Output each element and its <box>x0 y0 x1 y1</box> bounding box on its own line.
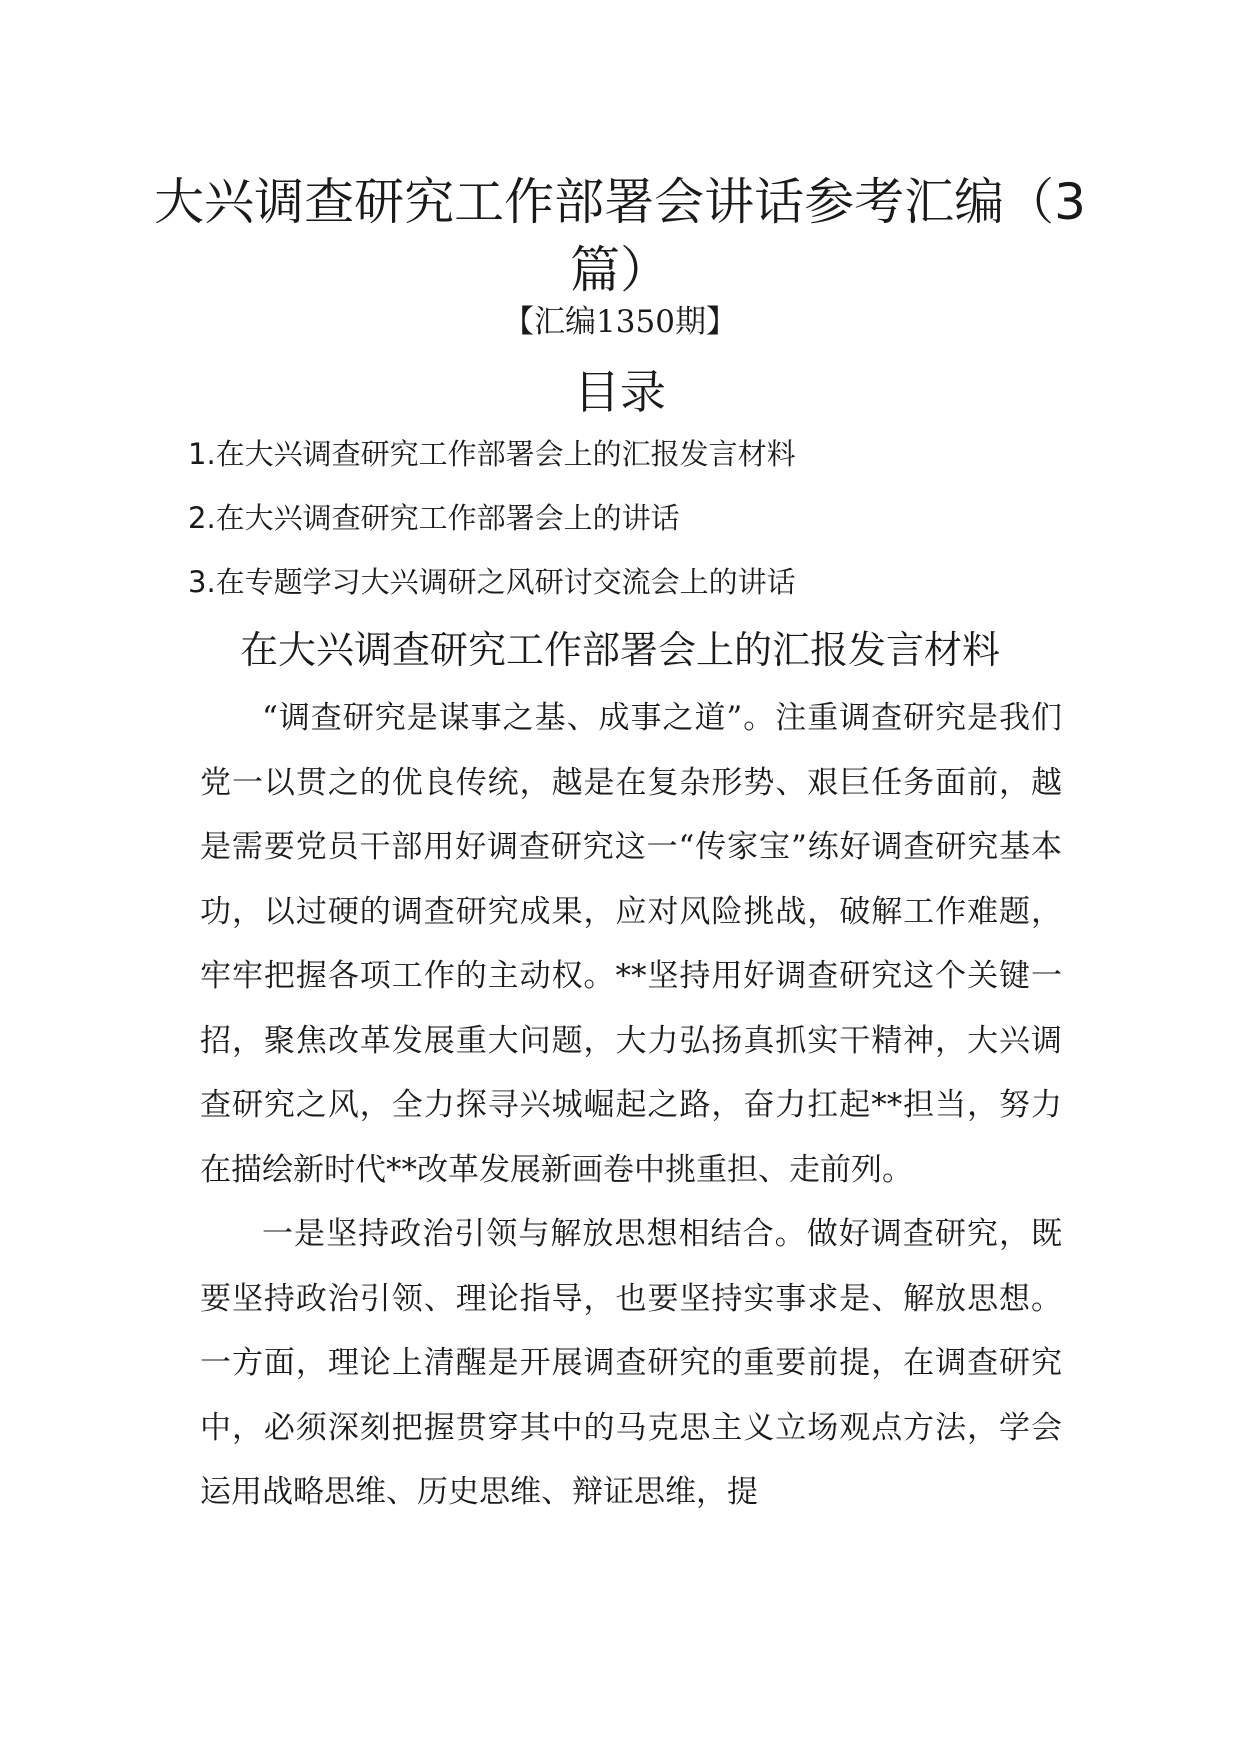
toc-item-3: 3.在专题学习大兴调研之风研讨交流会上的讲话 <box>188 565 796 599</box>
issue-label: 【汇编1350期】 <box>503 304 737 340</box>
table-of-contents <box>188 432 1088 624</box>
document-title: 大兴调查研究工作部署会讲话参考汇编（3篇） <box>154 173 1086 299</box>
paragraph-2: 一是坚持政治引领与解放思想相结合。做好调查研究，既要坚持政治引领、理论指导，也要坚持实事求是、解放思想。一方面，理论上清醒是开展调查研究的重要前提，在调查研究中，必须深刻把握贯穿其中的马克思主义立场观点方法，学会运用战略思维、历史思维、辩证思维，提 <box>200 1216 1062 1510</box>
paragraph-1: “调查研究是谋事之基、成事之道”。注重调查研究是我们党一以贯之的优良传统，越是在复杂形势、艰巨任务面前，越是需要党员干部用好调查研究这一“传家宝”练好调查研究基本功，以过硬的调查研究成果，应对风险挑战，破解工作难题，牢牢把握各项工作的主动权。**坚持用好调查研究这个关键一招，聚焦改革发展重大问题，大力弘扬真抓实干精神，大兴调查研究之风，全力探寻兴城崛起之路，奋力扛起**担当，努力在描绘新时代**改革发展新画卷中挑重担、走前列。 <box>200 700 1062 1188</box>
section-heading: 在大兴调查研究工作部署会上的汇报发言材料 <box>239 628 1000 672</box>
toc-item-2: 2.在大兴调查研究工作部署会上的讲话 <box>188 501 680 535</box>
toc-item-1: 1.在大兴调查研究工作部署会上的汇报发言材料 <box>188 437 796 471</box>
body-text <box>200 686 1062 1525</box>
toc-heading: 目录 <box>574 365 666 419</box>
